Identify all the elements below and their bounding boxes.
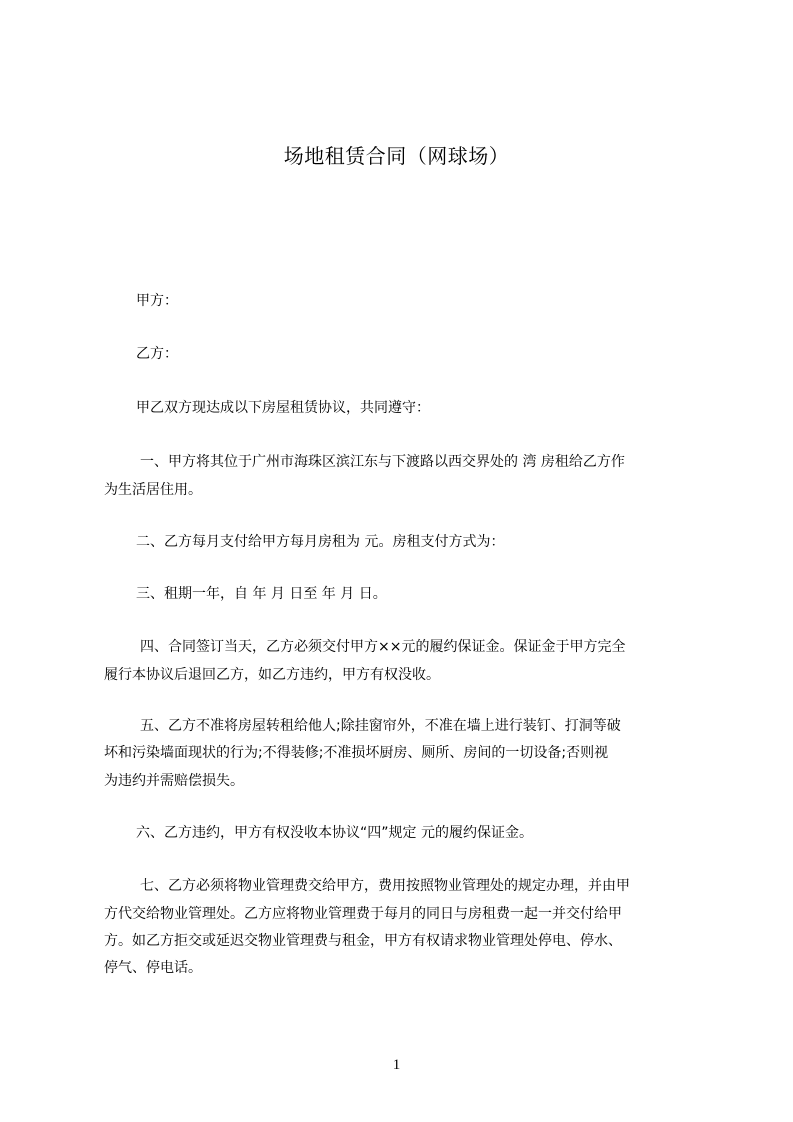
party-b-label: 乙方： [136, 346, 178, 362]
clause-6-line-1: 六、乙方违约，甲方有权没收本协议“四”规定 元的履约保证金。 [136, 825, 533, 841]
clause-1-line-1: 一、甲方将其位于广州市海珠区滨江东与下渡路以西交界处的 湾 房租给乙方作 [140, 454, 625, 470]
page-number: 1 [392, 1057, 401, 1073]
clause-3-line-1: 三、租期一年，自 年 月 日至 年 月 日。 [136, 586, 387, 602]
clause-4-line-1: 四、合同签订当天，乙方必须交付甲方××元的履约保证金。保证金于甲方完全 [140, 639, 626, 655]
clause-7-line-4: 停气、停电话。 [104, 960, 202, 976]
intro-paragraph: 甲乙双方现达成以下房屋租赁协议，共同遵守： [136, 400, 430, 416]
clause-4-line-2: 履行本协议后退回乙方，如乙方违约，甲方有权没收。 [104, 667, 440, 683]
clause-7-line-3: 方。如乙方拒交或延迟交物业管理费与租金，甲方有权请求物业管理处停电、停水、 [104, 933, 622, 949]
clause-2-line-1: 二、乙方每月支付给甲方每月房租为 元。房租支付方式为： [136, 534, 505, 550]
document-title: 场地租赁合同（网球场） [283, 144, 510, 168]
clause-7-line-2: 方代交给物业管理处。乙方应将物业管理费于每月的同日与房租费一起一并交付给甲 [104, 906, 622, 922]
clause-5-line-2: 坏和污染墙面现状的行为;不得装修;不准损坏厨房、厕所、房间的一切设备;否则视 [104, 745, 609, 761]
party-a-label: 甲方： [136, 293, 178, 309]
clause-5-line-3: 为违约并需赔偿损失。 [104, 773, 244, 789]
clause-7-line-1: 七、乙方必须将物业管理费交给甲方，费用按照物业管理处的规定办理，并由甲 [140, 878, 630, 894]
clause-1-line-2: 为生活居住用。 [104, 482, 202, 498]
clause-5-line-1: 五、乙方不准将房屋转租给他人;除挂窗帘外，不准在墙上进行装钉、打洞等破 [140, 718, 621, 734]
